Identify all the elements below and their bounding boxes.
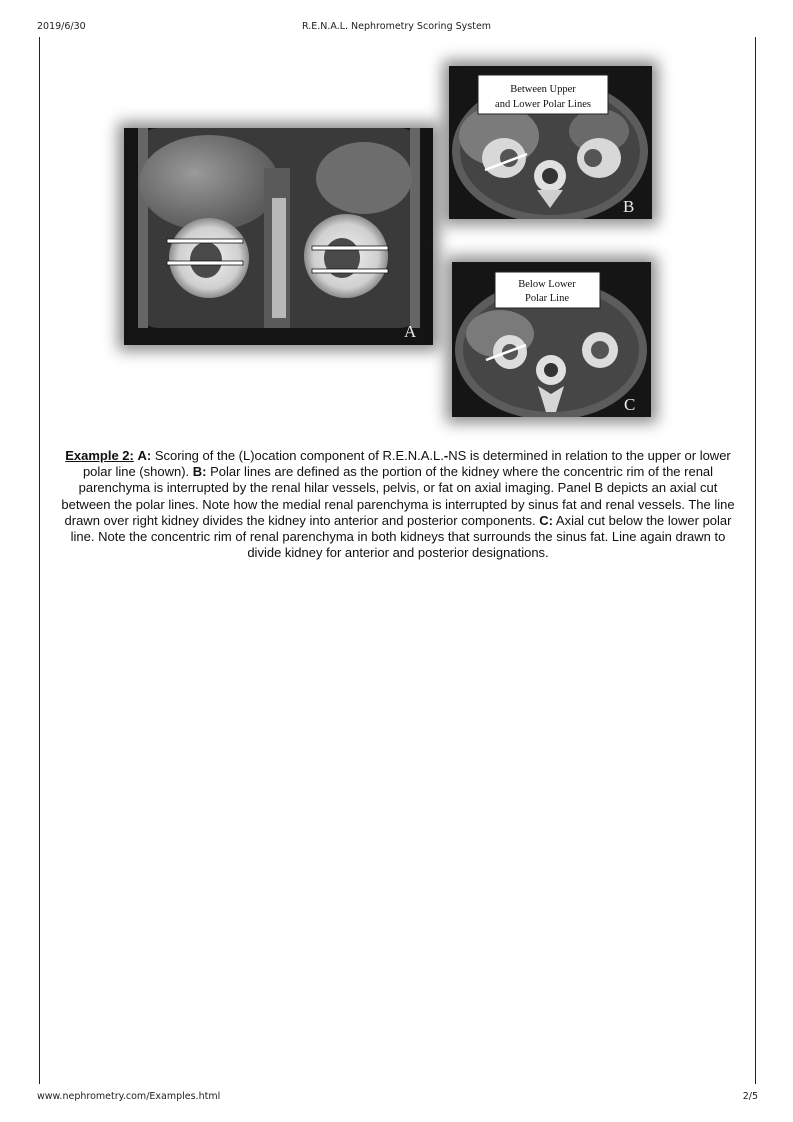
left-margin-line: [39, 37, 40, 1084]
figure-caption: [60, 448, 736, 561]
ct-axial-image-b: [449, 66, 652, 219]
footer-page-number: 2/5: [742, 1091, 758, 1102]
panel-c-label-line1: Below Lower: [518, 279, 576, 290]
caption-a-text2: NS is determined in relation to the upper or lower polar line (shown).: [82, 448, 731, 480]
caption-a-label: A:: [137, 448, 152, 463]
caption-b-label: B:: [192, 464, 207, 480]
ct-coronal-image: [124, 128, 433, 345]
panel-c-label-line2: Polar Line: [524, 293, 570, 304]
panel-b-letter: B: [623, 197, 635, 216]
ct-panel-c: [452, 262, 651, 417]
caption-c-label: C:: [539, 512, 553, 528]
caption-dash: -: [443, 448, 449, 463]
footer-url: www.nephrometry.com/Examples.html: [37, 1091, 221, 1102]
header-date: 2019/6/30: [37, 21, 86, 32]
panel-a-letter: A: [404, 322, 417, 341]
panel-b-label-line1: Between Upper: [510, 84, 576, 95]
header-title: R.E.N.A.L. Nephrometry Scoring System: [301, 21, 492, 32]
caption-c-text: Axial cut below the lower polar line. Note the concentric rim of renal parenchyma in both kidneys that surrounds the sinus fat. Line again drawn to divide kidney for anterior and posterior designations.: [70, 512, 732, 561]
caption-a-text: Scoring of the (L)ocation component of R.E.N.A.L.: [151, 448, 444, 463]
caption-example-label: Example 2:: [65, 448, 134, 463]
ct-panel-b: [449, 66, 652, 219]
ct-axial-image-c: [452, 262, 651, 417]
panel-c-letter: C: [624, 395, 636, 414]
panel-b-label-line2: and Lower Polar Lines: [495, 99, 591, 110]
ct-panel-a: [124, 128, 433, 345]
caption-b-text: Polar lines are defined as the portion of the kidney where the concentric rim of the renal parenchyma is interrupted by the renal hilar vessels, pelvis, or fat on axial imaging. Panel B depicts an axial cut between the polar lines. Note how the medial renal parenchyma is interrupted by sinus fat and renal vessels. The line drawn over right kidney divides the kidney into anterior and posterior components.: [61, 464, 735, 528]
right-margin-line: [755, 37, 756, 1084]
